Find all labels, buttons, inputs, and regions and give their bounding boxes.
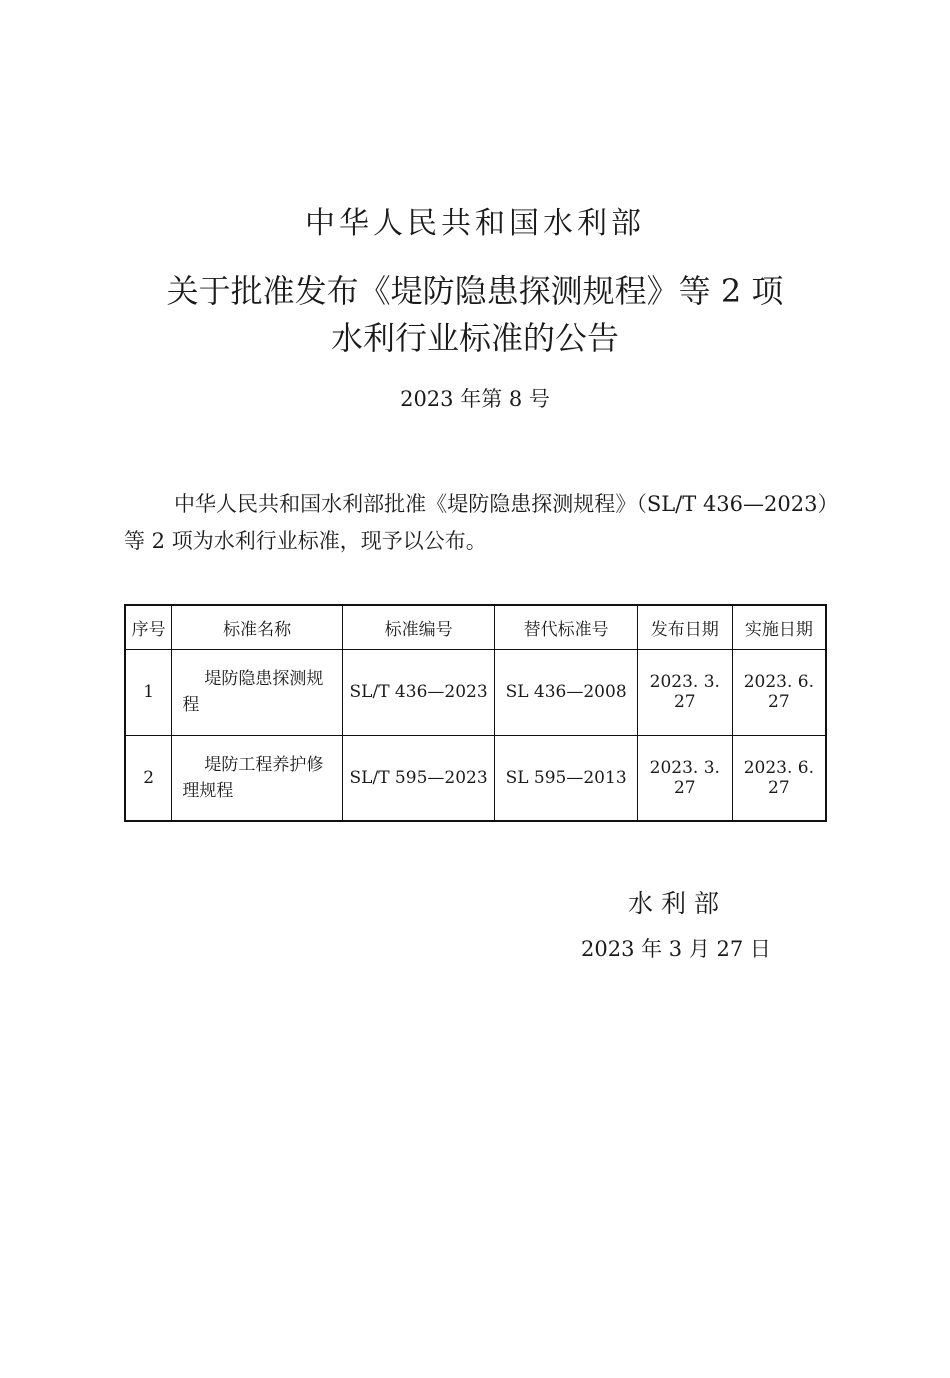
header-cell: 实施日期 [732,605,826,649]
row-number: 1 [125,649,172,735]
issuing-ministry: 中华人民共和国水利部 [305,206,645,241]
standard-code: SL/T 436—2023 [342,649,495,735]
signing-organization: 水利部 [628,889,728,918]
standards-table [124,604,827,822]
replaced-standard: SL 595—2013 [495,735,638,821]
replaced-standard: SL 436—2008 [495,649,638,735]
standard-code: SL/T 595—2023 [342,735,495,821]
header-cell: 替代标准号 [495,605,638,649]
standard-name: 堤防工程养护修理规程 [172,735,342,821]
document-number: 2023 年第 8 号 [400,387,550,411]
table-header-row [125,605,826,649]
signing-date: 2023 年 3 月 27 日 [581,937,771,961]
title-line-1: 关于批准发布《堤防隐患探测规程》等 2 项 [166,272,784,310]
header-cell: 序号 [125,605,172,649]
header-cell: 标准编号 [342,605,495,649]
announcement-title [0,268,950,362]
effective-date: 2023. 6. 27 [732,649,826,735]
issue-date: 2023. 3. 27 [637,735,732,821]
announcement-body: 中华人民共和国水利部批准《堤防隐患探测规程》（SL/T 436—2023）等 2 项为水利行业标准，现予以公布。 [124,492,828,553]
standard-name: 堤防隐患探测规程 [172,649,342,735]
title-line-2: 水利行业标准的公告 [330,319,619,357]
header-cell: 发布日期 [637,605,732,649]
header-cell: 标准名称 [172,605,342,649]
issue-date: 2023. 3. 27 [637,649,732,735]
table-row [125,735,826,821]
row-number: 2 [125,735,172,821]
effective-date: 2023. 6. 27 [732,735,826,821]
table-row [125,649,826,735]
